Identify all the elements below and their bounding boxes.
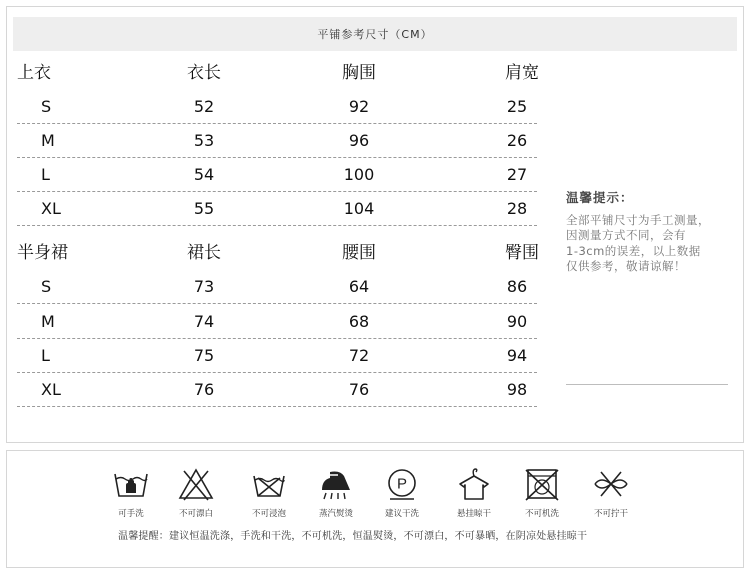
no-soak-icon — [249, 466, 289, 502]
care-item — [308, 466, 364, 519]
column-header: 半身裙 — [17, 243, 68, 263]
table-cell: 26 — [506, 131, 528, 150]
care-label: 蒸汽熨烫 — [318, 509, 353, 519]
table-row — [17, 124, 537, 158]
table-cell: 55 — [193, 199, 215, 218]
table-cell: 52 — [193, 97, 215, 116]
size-label: L — [41, 346, 50, 365]
tip-title: 温馨提示： — [566, 190, 634, 205]
care-reminder: 温馨提醒：建议恒温洗涤，手洗和干洗，不可机洗，恒温熨烫，不可漂白，不可暴晒，在阴凉处悬挂晾干 — [118, 531, 588, 542]
column-header: 上衣 — [17, 63, 51, 83]
hand-wash-icon — [111, 466, 151, 502]
size-label: S — [41, 277, 52, 296]
divider — [566, 384, 728, 385]
column-header: 肩宽 — [505, 63, 539, 83]
table-cell: 64 — [348, 277, 370, 296]
table-row — [17, 90, 537, 124]
care-label: 不可机洗 — [524, 509, 559, 519]
table-cell: 68 — [348, 312, 370, 331]
size-label: XL — [41, 199, 61, 218]
care-item — [374, 466, 430, 519]
table-cell: 73 — [193, 277, 215, 296]
table-cell: 100 — [343, 165, 375, 184]
care-label: 悬挂晾干 — [456, 509, 491, 519]
size-chart-title: 平铺参考尺寸（CM） — [13, 17, 737, 51]
column-header: 衣长 — [187, 63, 221, 83]
table-cell: 76 — [193, 380, 215, 399]
care-item — [583, 466, 639, 519]
care-label: 不可浸泡 — [251, 509, 286, 519]
care-item — [241, 466, 297, 519]
size-label: S — [41, 97, 52, 116]
care-item — [168, 466, 224, 519]
care-item — [446, 466, 502, 519]
hang-dry-icon — [454, 466, 494, 502]
table-cell: 94 — [506, 346, 528, 365]
table-cell: 104 — [343, 199, 375, 218]
table-cell: 28 — [506, 199, 528, 218]
tip-line: 因测量方式不同，会有 — [566, 228, 686, 243]
dry-clean-letter: P — [396, 475, 408, 493]
table-cell: 25 — [506, 97, 528, 116]
table-row — [17, 270, 537, 304]
table-cell: 75 — [193, 346, 215, 365]
table-cell: 96 — [348, 131, 370, 150]
skirt-table-header — [17, 237, 537, 270]
size-label: M — [41, 312, 55, 331]
no-wring-icon — [591, 466, 631, 502]
table-cell: 92 — [348, 97, 370, 116]
column-header: 臀围 — [505, 243, 539, 263]
table-row — [17, 305, 537, 339]
table-cell: 74 — [193, 312, 215, 331]
table-row — [17, 192, 537, 226]
table-cell: 98 — [506, 380, 528, 399]
care-label: 建议干洗 — [384, 509, 419, 519]
care-item — [514, 466, 570, 519]
tip-line: 全部平铺尺寸为手工测量， — [566, 212, 710, 227]
table-row — [17, 158, 537, 192]
table-cell: 54 — [193, 165, 215, 184]
size-label: XL — [41, 380, 61, 399]
table-cell: 27 — [506, 165, 528, 184]
table-row — [17, 373, 537, 407]
tip-line: 仅供参考，敬请谅解！ — [566, 259, 686, 274]
measurement-tip — [566, 190, 736, 275]
dry-clean-icon — [382, 466, 422, 502]
no-machine-wash-icon — [522, 466, 562, 502]
table-cell: 90 — [506, 312, 528, 331]
column-header: 腰围 — [342, 243, 376, 263]
care-label: 可手洗 — [118, 509, 144, 519]
care-label: 不可拧干 — [593, 509, 628, 519]
column-header: 胸围 — [342, 63, 376, 83]
steam-iron-icon — [316, 466, 356, 502]
column-header: 裙长 — [187, 243, 221, 263]
size-label: M — [41, 131, 55, 150]
table-row — [17, 339, 537, 373]
table-cell: 86 — [506, 277, 528, 296]
table-cell: 76 — [348, 380, 370, 399]
table-cell: 72 — [348, 346, 370, 365]
care-item — [103, 466, 159, 519]
table-cell: 53 — [193, 131, 215, 150]
size-label: L — [41, 165, 50, 184]
no-bleach-icon — [176, 466, 216, 502]
top-table-header — [17, 57, 537, 90]
tip-line: 1-3cm的误差，以上数据 — [566, 243, 701, 258]
care-label: 不可漂白 — [178, 509, 213, 519]
